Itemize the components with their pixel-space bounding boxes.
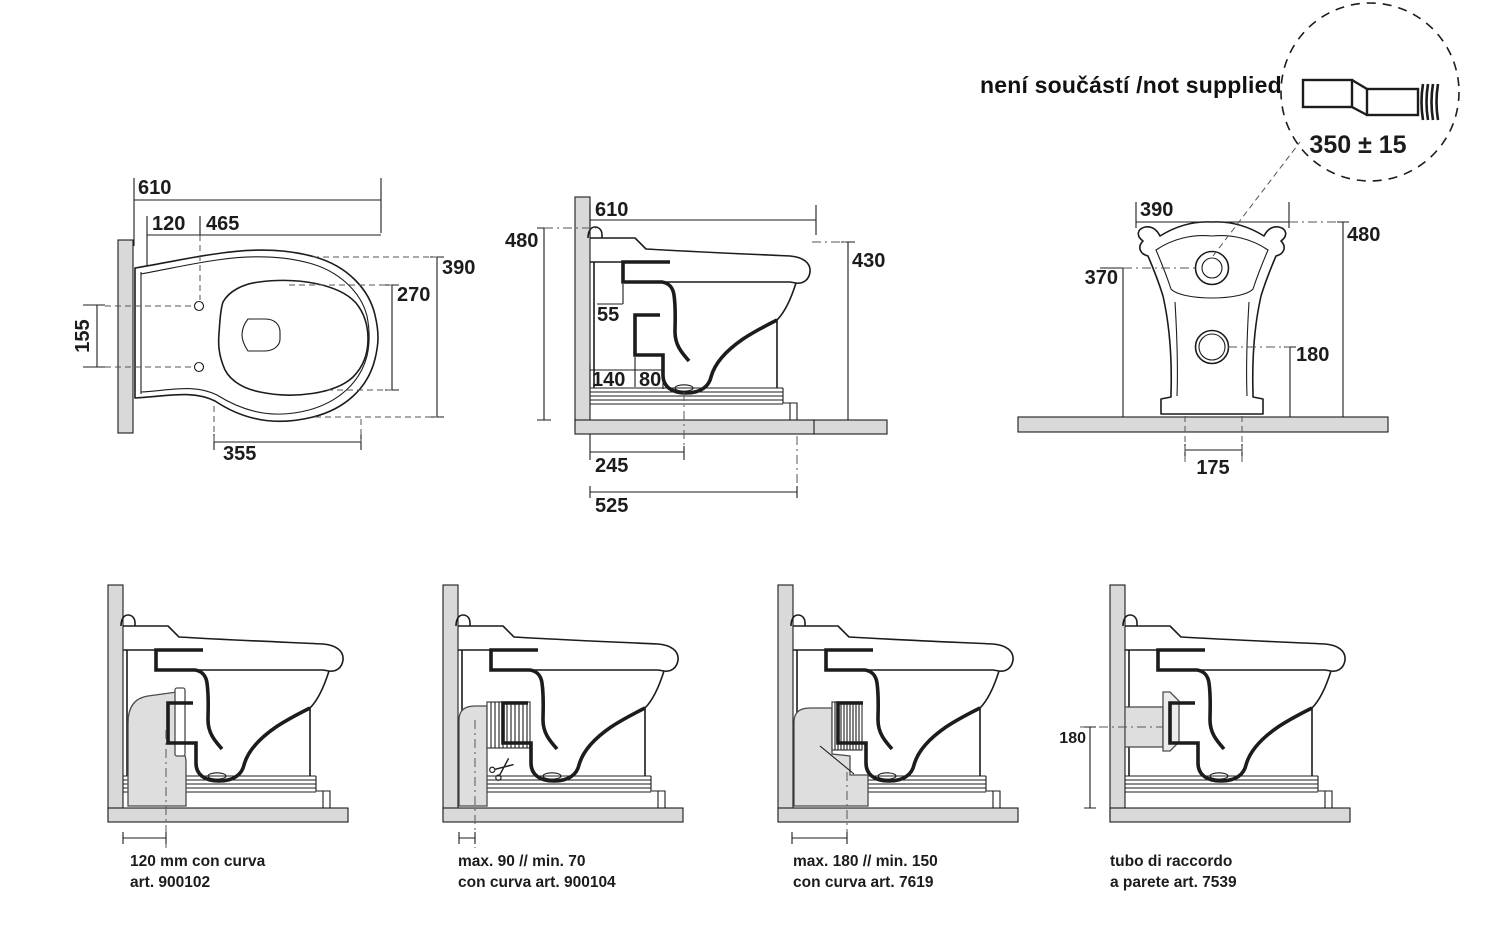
pipe-reducer-step bbox=[1352, 80, 1367, 115]
dim-label-430: 430 bbox=[852, 250, 886, 272]
elbow-pipe bbox=[459, 706, 487, 806]
caption-line1: max. 90 // min. 70 bbox=[458, 853, 586, 870]
detail-leader-line bbox=[1213, 142, 1300, 256]
outlet-hole-outer bbox=[1196, 331, 1229, 364]
offset-dim bbox=[792, 832, 847, 844]
dim-label-355: 355 bbox=[223, 443, 257, 465]
dim-label-180: 180 bbox=[1059, 730, 1086, 747]
scissors-icon bbox=[489, 755, 516, 781]
seat-opening bbox=[219, 280, 368, 395]
dim-label-120: 120 bbox=[152, 213, 186, 235]
caption-line2: con curva art. 900104 bbox=[458, 874, 616, 891]
dim-label-390: 390 bbox=[442, 257, 476, 279]
caption-line2: art. 900102 bbox=[130, 874, 211, 891]
dim-355 bbox=[214, 406, 361, 465]
installation-curva-7619 bbox=[750, 580, 1070, 915]
bubble-dim-label: 350 ± 15 bbox=[1309, 131, 1407, 159]
dim-label-55: 55 bbox=[597, 304, 620, 326]
caption-line1: max. 180 // min. 150 bbox=[793, 853, 938, 870]
dim-label-465: 465 bbox=[206, 213, 240, 235]
offset-dim bbox=[459, 832, 475, 844]
bowl-outer-outline bbox=[135, 250, 378, 421]
hinge-hole-top bbox=[195, 302, 204, 311]
dim-180 bbox=[1228, 344, 1329, 417]
dim-label-180: 180 bbox=[1296, 344, 1330, 366]
caption-line1: tubo di raccordo bbox=[1110, 853, 1233, 870]
side-view bbox=[500, 180, 930, 525]
caption-line1: 120 mm con curva bbox=[130, 853, 266, 870]
dim-55 bbox=[597, 284, 623, 326]
dim-390 bbox=[313, 257, 475, 417]
dim-label-390: 390 bbox=[1140, 199, 1174, 221]
dim-label-245: 245 bbox=[595, 455, 629, 477]
dim-390 bbox=[1136, 199, 1343, 228]
installation-curva-120 bbox=[80, 580, 400, 915]
height-dim bbox=[1059, 727, 1096, 808]
inlet-hole-inner bbox=[1202, 258, 1222, 278]
caption-line2: con curva art. 7619 bbox=[793, 874, 934, 891]
back-panel bbox=[1156, 236, 1268, 298]
dim-480 bbox=[1337, 222, 1380, 417]
top-view bbox=[72, 150, 476, 485]
dim-label-370: 370 bbox=[1084, 267, 1118, 289]
detail-bubble bbox=[1281, 3, 1459, 181]
dim-430 bbox=[812, 242, 885, 420]
dim-label-480: 480 bbox=[1347, 224, 1381, 246]
dim-label-480: 480 bbox=[505, 230, 539, 252]
dim-label-140: 140 bbox=[592, 369, 626, 391]
leg-inner-lines bbox=[1175, 302, 1249, 396]
dim-370 bbox=[1085, 267, 1197, 417]
floor-extension bbox=[814, 420, 887, 434]
offset-dim bbox=[123, 832, 166, 844]
dim-label-80: 80 bbox=[639, 369, 662, 391]
dim-610 bbox=[134, 177, 381, 246]
dim-label-155: 155 bbox=[72, 319, 94, 353]
front-view bbox=[1138, 222, 1285, 414]
dim-610 bbox=[590, 199, 816, 235]
dim-label-270: 270 bbox=[397, 284, 431, 306]
pipe-large-section bbox=[1303, 80, 1352, 107]
installation-curva-900104 bbox=[415, 580, 735, 915]
dim-label-610: 610 bbox=[138, 177, 172, 199]
pipe-small-section bbox=[1367, 89, 1418, 115]
installation-tubo-7539 bbox=[1060, 580, 1400, 915]
dim-140-80 bbox=[590, 357, 663, 391]
water-spot bbox=[242, 319, 280, 351]
caption-line2: a parete art. 7539 bbox=[1110, 874, 1237, 891]
floor bbox=[1018, 417, 1388, 432]
hinge-hole-bottom bbox=[195, 363, 204, 372]
not-supplied-note: není součástí /not supplied bbox=[980, 72, 1282, 98]
pipe-flange bbox=[175, 688, 185, 756]
inlet-hole-outer bbox=[1196, 252, 1229, 285]
pedestal-outline bbox=[1138, 222, 1285, 414]
dim-label-525: 525 bbox=[595, 495, 629, 517]
wall bbox=[118, 240, 133, 433]
wall-hatch-icon bbox=[1422, 84, 1439, 120]
dim-label-610: 610 bbox=[595, 199, 629, 221]
outlet-hole-inner bbox=[1199, 334, 1225, 360]
dim-label-175: 175 bbox=[1196, 457, 1230, 479]
